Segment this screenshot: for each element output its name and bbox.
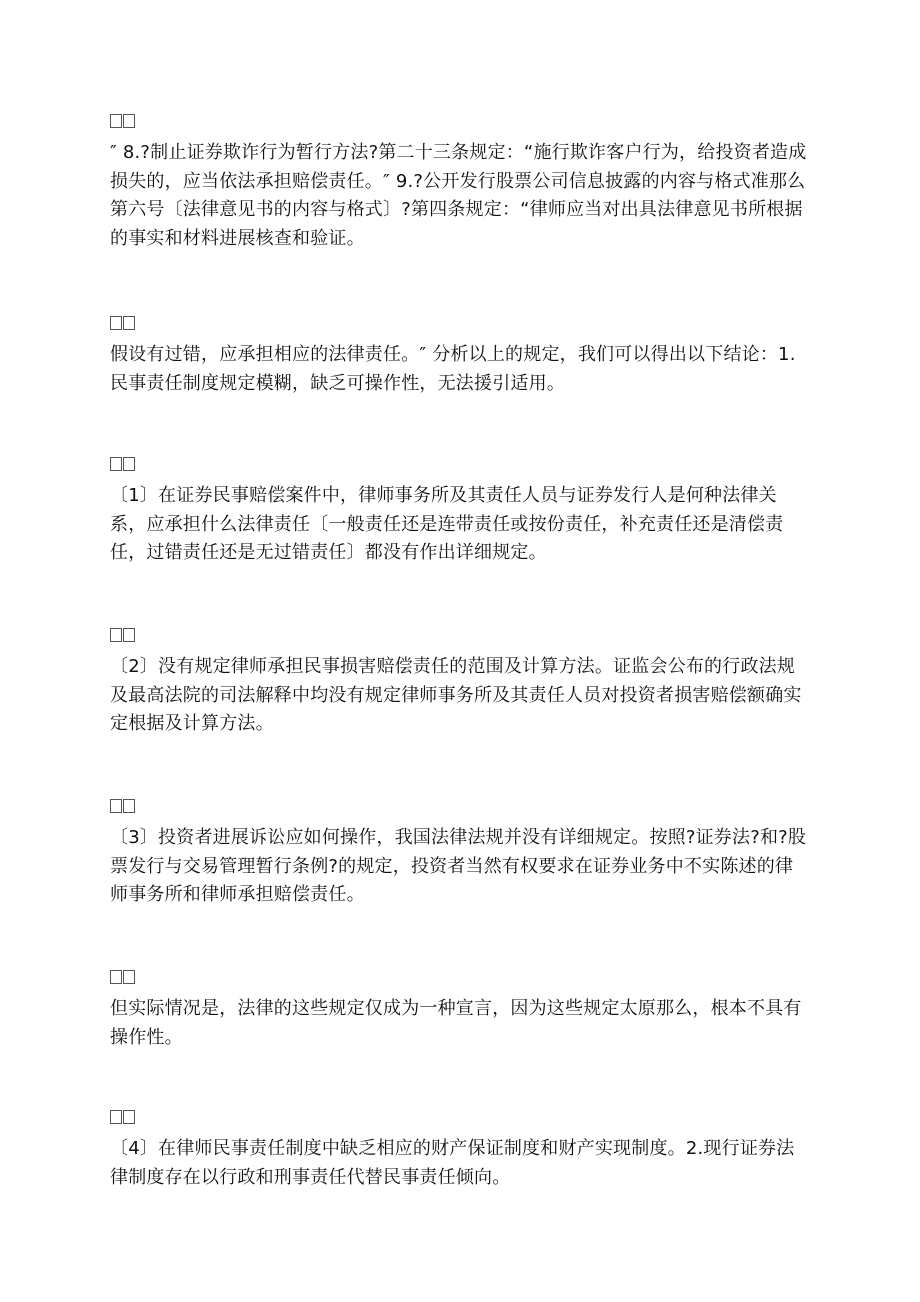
missing-glyph-icon [110,1110,122,1124]
section-3 [110,457,810,568]
missing-glyph-icon [123,316,135,330]
missing-glyph-icon [110,316,122,330]
missing-glyph-icon [110,628,122,642]
missing-glyph-icon [110,457,122,471]
missing-glyph-icon [123,628,135,642]
section-6 [110,970,810,1052]
section-2 [110,316,810,398]
section-5 [110,799,810,910]
paragraph: 〔3〕投资者进展诉讼应如何操作，我国法律法规并没有详细规定。按照?证券法?和?股票发行与交易管理暂行条例?的规定，投资者当然有权要求在证券业务中不实陈述的律师事务所和律师承担赔偿责任。 [110,827,807,905]
paragraph: ″ 8.?制止证券欺诈行为暂行方法?第二十三条规定：“施行欺诈客户行为，给投资者造成损失的，应当依法承担赔偿责任。″ 9.?公开发行股票公司信息披露的内容与格式准那么第六号〔法律意见书的内容与格式〕?第四条规定：“律师应当对出具法律意见书所根据的事实和材料进展核查和验证。 [110,142,807,249]
missing-glyph-icon [123,1110,135,1124]
missing-glyph-icon [110,799,122,813]
paragraph: 假设有过错，应承担相应的法律责任。″ 分析以上的规定，我们可以得出以下结论：1.民事责任制度规定模糊，缺乏可操作性，无法援引适用。 [110,344,796,394]
missing-glyph-marker [110,628,810,644]
missing-glyph-marker [110,316,810,332]
missing-glyph-icon [123,457,135,471]
missing-glyph-marker [110,114,810,130]
missing-glyph-icon [123,114,135,128]
missing-glyph-marker [110,457,810,473]
paragraph: 〔2〕没有规定律师承担民事损害赔偿责任的范围及计算方法。证监会公布的行政法规及最高法院的司法解释中均没有规定律师事务所及其责任人员对投资者损害赔偿额确实定根据及计算方法。 [110,656,802,734]
missing-glyph-icon [123,970,135,984]
missing-glyph-marker [110,1110,810,1126]
missing-glyph-icon [110,114,122,128]
missing-glyph-icon [110,970,122,984]
section-1 [110,114,810,253]
paragraph: 〔1〕在证券民事赔偿案件中，律师事务所及其责任人员与证券发行人是何种法律关系，应承担什么法律责任〔一般责任还是连带责任或按份责任，补充责任还是清偿责任，过错责任还是无过错责任〕都没有作出详细规定。 [110,485,784,563]
section-4 [110,628,810,739]
missing-glyph-marker [110,799,810,815]
missing-glyph-icon [123,799,135,813]
section-7 [110,1110,810,1192]
paragraph: 〔4〕在律师民事责任制度中缺乏相应的财产保证制度和财产实现制度。2.现行证券法律制度存在以行政和刑事责任代替民事责任倾向。 [110,1138,795,1188]
paragraph: 但实际情况是，法律的这些规定仅成为一种宣言，因为这些规定太原那么，根本不具有操作性。 [110,998,802,1048]
missing-glyph-marker [110,970,810,986]
